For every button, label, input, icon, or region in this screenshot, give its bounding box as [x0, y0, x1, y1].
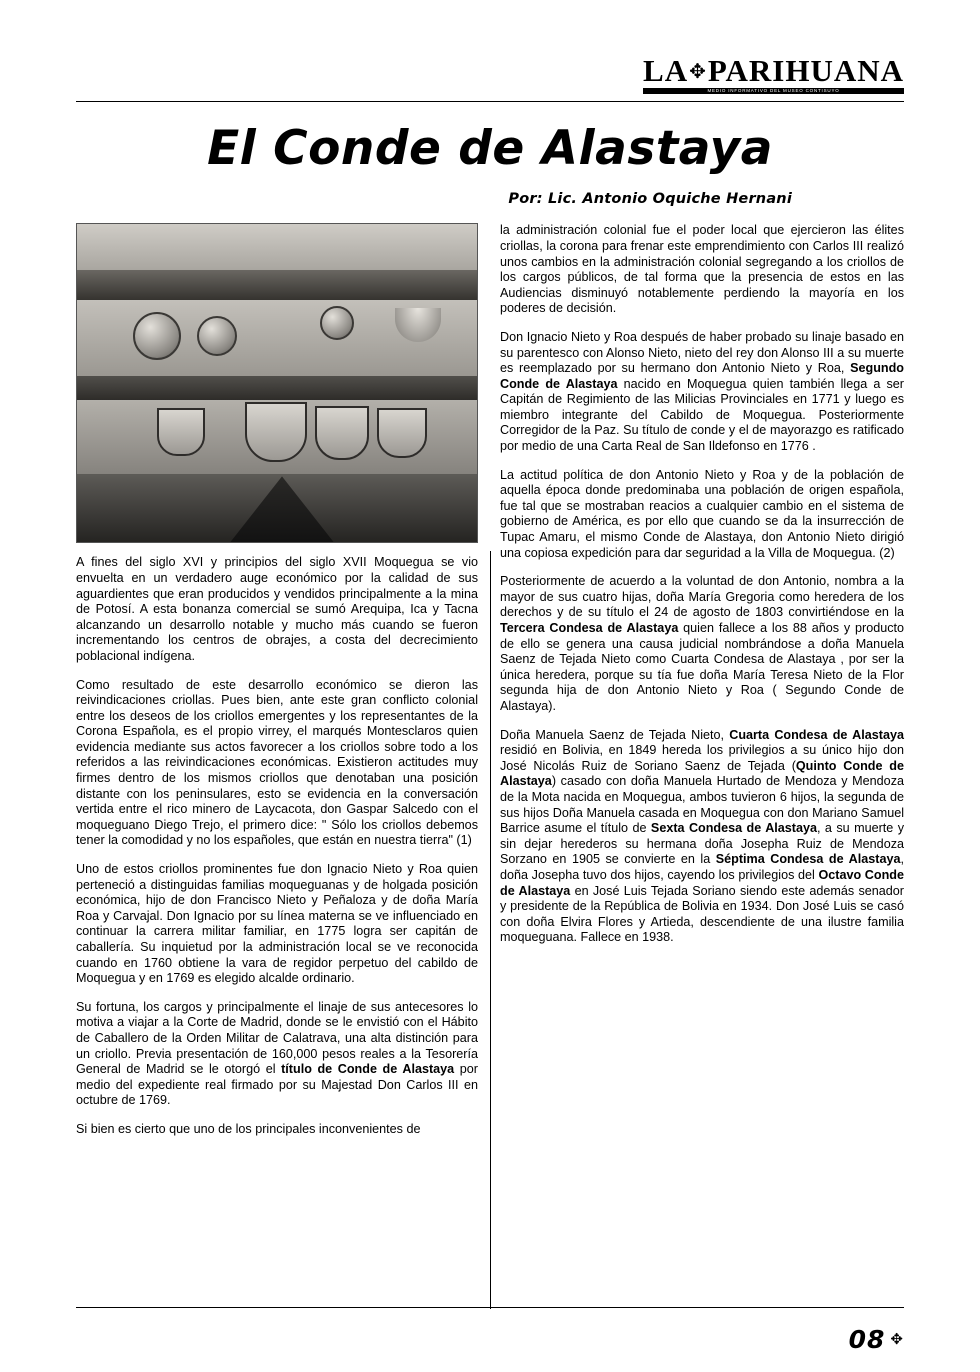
- article-byline: Por: Lic. Antonio Oquiche Hernani: [508, 191, 792, 208]
- photo-shield: [377, 408, 427, 458]
- paragraph: [500, 574, 904, 714]
- text-emphasis: Tercera Condesa de Alastaya: [500, 621, 679, 635]
- publication-logo: [643, 52, 904, 95]
- article-body: [76, 223, 904, 1137]
- photo-medallion: [133, 312, 181, 360]
- photo-band: [77, 224, 477, 270]
- page-title: El Conde de Alastaya: [207, 121, 773, 176]
- photo-band: [77, 376, 477, 400]
- text-emphasis: Segundo Conde de Alastaya: [500, 361, 904, 391]
- paragraph: La actitud política de don Antonio Nieto y Roa y de la población de aquella época donde predominaba una población de origen española, fue tal que se mostraban reacios a cualquier cambio en el sistema de gobierno de América, es por ello que cuando se da la insurrección de Tupac Amaru, el mismo Conde de Alastaya, don Antonio Nieto dirigió una copiosa expedición para dar seguridad a la Villa de Moquegua. (2): [500, 467, 904, 560]
- text-run: Don Ignacio Nieto y Roa después de haber probado su linaje basado en su parentesco con Alonso Nieto, nieto del rey don Alonso III a su muerte es reemplazado por su hermano don Antonio Nieto y Roa,: [500, 329, 904, 376]
- text-emphasis: título de Conde de Alastaya: [281, 1062, 455, 1077]
- paragraph: Si bien es cierto que uno de los principales inconvenientes de: [76, 1121, 421, 1136]
- text-emphasis: Séptima Condesa de Alastaya: [715, 852, 901, 867]
- photo-shield: [157, 408, 205, 456]
- paragraph: la administración colonial fue el poder local que ejercieron las élites criollas, la corona para frenar este emprendimiento con Carlos III realizó unos cambios en la administración colonial segregando a los criollos de los cargos públicos, de tal forma que la presencia de estos en las Audiencias disminuyó notablemente perdiendo la mayoría en los poderes de decisión.: [500, 223, 904, 316]
- paragraph: Como resultado de este desarrollo económico se dieron las reivindicaciones criollas. Pues bien, ante este gran conflicto colonial entre los deseos de los criollos emergentes y los representantes de la Corona Española, es el propio virrey, el marqués Montesclaros quien evidencia mediante sus actos favorecer a los criollos sobre todo a los referidos a las reivindicaciones económicas. Existieron actitudes muy firmes dentro de los mismos criollos que denotaban una posición distante con los peninsulares, esto se evidencia en la conversación vertida entre el rico minero de Laycacota, don Gaspar Salcedo con el moqueguano Diego Trejo, el primero dice: " Sólo los criollos debemos tener la comodidad y no los españoles, que están en nuestra tierra" (1): [76, 677, 478, 848]
- header-divider: [76, 101, 904, 102]
- photo-shield: [315, 406, 369, 460]
- text-run: Posteriormente de acuerdo a la voluntad de don Antonio, nombra a la mayor de sus cuatro hijas, doña María Gregoria como heredera de los derechos y de su título el 24 de agosto de 1803 convirtiéndose en la: [500, 574, 904, 620]
- text-emphasis: Quinto Conde de Alastaya: [500, 758, 904, 789]
- logo-wordmark: [643, 52, 904, 88]
- logo-subtitle: MEDIO INFORMATIVO DEL MUSEO CONTISUYO: [643, 88, 904, 95]
- page-number: [849, 1325, 904, 1354]
- folio-ornament-icon: ✥: [890, 1330, 904, 1348]
- photo-band: [77, 270, 477, 300]
- logo-part-la: LA: [643, 52, 689, 88]
- photo-shield: [245, 402, 307, 462]
- text-emphasis: Cuarta Condesa de Alastaya: [729, 727, 904, 742]
- paragraph: A fines del siglo XVI y principios del siglo XVII Moquegua se vio envuelta en un verdadero auge económico por la calidad de sus aguardientes que eran producidos y vendidos principalmente a la mina de Potosí. A esta bonanza comercial se sumó Arequipa, Ica y Tacna alcanzando un desarrollo notable y mucho más cuando se fueron incrementando los centros de obrajes, a costa del decrecimiento poblacional indígena.: [76, 555, 478, 663]
- text-emphasis: Octavo Conde de Alastaya: [500, 867, 904, 898]
- footer-divider: [76, 1307, 904, 1308]
- paragraph: Uno de estos criollos prominentes fue don Ignacio Nieto y Roa quien perteneció a distinguidas familias moqueguanas y de holgada posición económica, hijo de don Francisco Nieto y Peñaloza y de doña María Roa y Carvajal. Don Ignacio por su línea materna se ve influenciado en continuar la carrera militar familiar, en 1775 logra ser capitán de caballería. Su inquietud por la administración local se ve reconocida cuando en 1760 obtiene la vara de regidor perpetuo del cabildo de Moquegua y en 1769 es elegido alcalde ordinario.: [76, 862, 478, 986]
- text-run: quien fallece a los 88 años y producto de ello se genera una causa judicial nombrándose a doña Manuela Saenz de Tejada Nieto como Cuarta Condesa de Alastaya , por ser la única heredera, porque su tía fue doña María Teresa Nieto de la Flor segunda hija de don Antonio Nieto y Roa ( Segundo Conde de Alastaya).: [500, 621, 905, 713]
- text-run: nacido en Moquegua quien también llega a ser Capitán de Regimiento de las Milicias Provinciales en 1771 y luego es miembro integrante del Cabildo de Moquegua. Posteriormente Corregidor de la Paz. Su título de conde y el de mayorazgo es ratificado por medio de una Carta Real de San Ildefonso en 1776 .: [500, 376, 904, 454]
- paragraph: [500, 330, 904, 455]
- text-run: ) casado con doña Manuela Hurtado de Mendoza y Mendoza de la Mota nacida en Moquegua, ambos tuvieron 6 hijos, la segunda de sus hijos Doña Manuela casada en Moquegua con don Mariano Samuel Barrice asume el título de: [500, 774, 904, 836]
- logo-part-parihuana: PARIHUANA: [707, 52, 904, 88]
- paragraph: [500, 728, 904, 946]
- text-run: Su fortuna, los cargos y principalmente el linaje de sus antecesores lo motiva a viajar a la Corte de Madrid, donde se le envistió con el Hábito de Caballero de la Orden Militar de Calatrava, una alta distinción para un criollo. Previa presentación de 160,000 pesos reales a la Tesorería General de Madrid se le otorgó el: [76, 999, 478, 1077]
- text-emphasis: Sexta Condesa de Alastaya: [650, 821, 818, 836]
- text-run: , a su muerte y sin dejar herederos su hermana doña Josepha Ruiz de Mendoza Sorzano en 1905 se convierte en la: [500, 821, 904, 867]
- paragraph: [76, 1000, 478, 1109]
- right-column: [500, 223, 904, 946]
- left-column: [76, 223, 478, 1137]
- text-run: en José Luis Tejada Soriano siendo este además senador y presidente de la República de Bolivia en 1934. Don José Luis se casó con doña Elvira Flores y Artieda, descendiente de una ilustre familia moqueguana. Fallece en 1938.: [500, 883, 904, 945]
- text-run: , doña Josepha tuvo dos hijos, cayendo los privilegios del: [500, 852, 904, 882]
- article-photo: [76, 223, 478, 543]
- text-run: Doña Manuela Saenz de Tejada Nieto,: [500, 727, 730, 742]
- masthead: [76, 0, 904, 94]
- folio-number: 08: [848, 1325, 886, 1354]
- text-run: por medio del expediente real firmado por su Majestad Don Carlos III en octubre de 1769.: [76, 1062, 478, 1108]
- column-divider: [490, 551, 491, 1309]
- logo-swirl-icon: ✥: [689, 58, 707, 83]
- text-run: residió en Bolivia, en 1849 hereda los privilegios a su único hijo don José Nicolás Ruiz de Soriano Saenz de Tejada (: [500, 743, 904, 773]
